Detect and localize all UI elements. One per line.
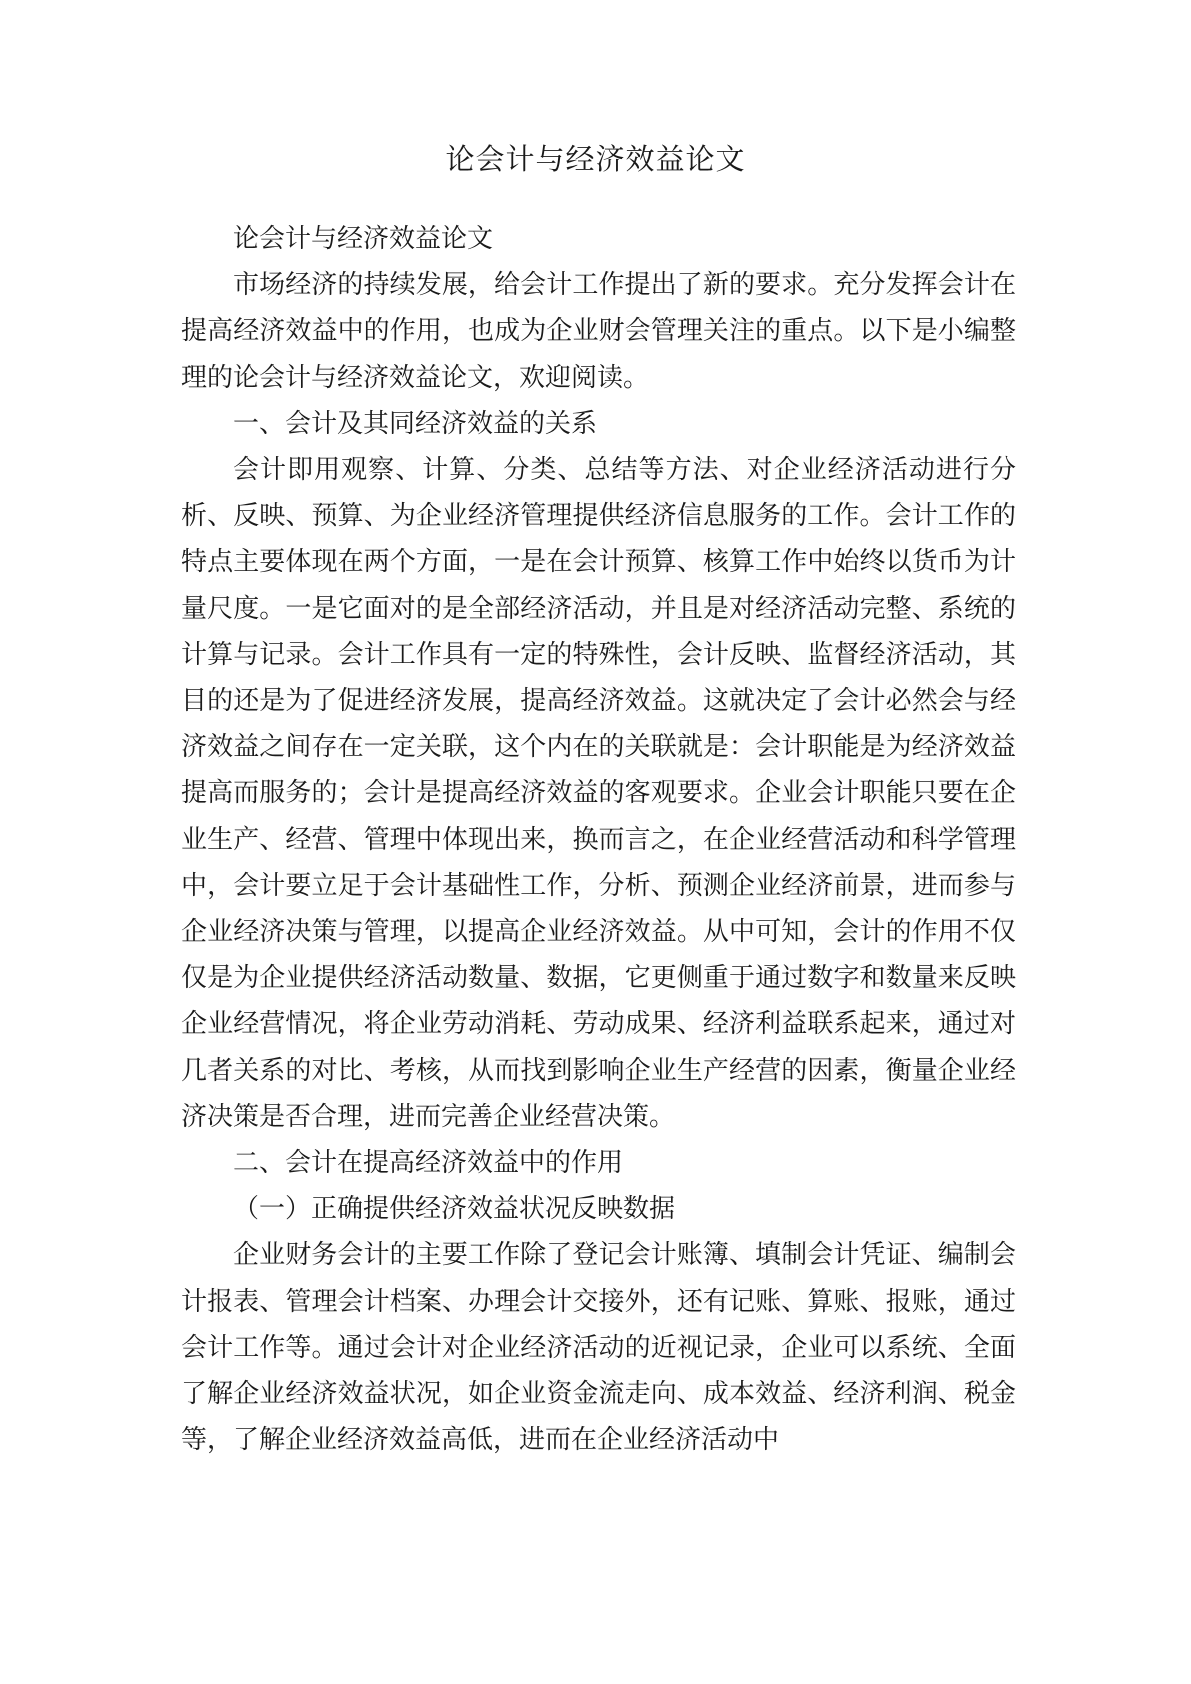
subsection-heading-1: （一）正确提供经济效益状况反映数据 <box>233 1194 676 1225</box>
section-heading-1: 一、会计及其同经济效益的关系 <box>233 408 598 439</box>
paragraph-subsection-1: 企业财务会计的主要工作除了登记会计账簿、填制会计凭证、编制会计报表、管理会计档案、办理会计交接外，还有记账、算账、报账，通过会计工作等。通过会计对企业经济活动的近视记录，企业可以系统、全面了解企业经济效益状况，如企业资金流走向、成本效益、经济利润、税金等，了解企业经济效益高低，进而在企业经济活动中 <box>181 1240 1016 1456</box>
document-title: 论会计与经济效益论文 <box>445 142 746 176</box>
paragraph-subtitle: 论会计与经济效益论文 <box>233 224 494 254</box>
document-body <box>181 216 1016 1463</box>
section-heading-2: 二、会计在提高经济效益中的作用 <box>233 1148 624 1179</box>
paragraph-intro: 市场经济的持续发展，给会计工作提出了新的要求。充分发挥会计在提高经济效益中的作用，也成为企业财会管理关注的重点。以下是小编整理的论会计与经济效益论文，欢迎阅读。 <box>181 270 1016 393</box>
paragraph-section-1: 会计即用观察、计算、分类、总结等方法、对企业经济活动进行分析、反映、预算、为企业经济管理提供经济信息服务的工作。会计工作的特点主要体现在两个方面，一是在会计预算、核算工作中始终以货币为计量尺度。一是它面对的是全部经济活动，并且是对经济活动完整、系统的计算与记录。会计工作具有一定的特殊性，会计反映、监督经济活动，其目的还是为了促进经济发展，提高经济效益。这就决定了会计必然会与经济效益之间存在一定关联，这个内在的关联就是：会计职能是为经济效益提高而服务的；会计是提高经济效益的客观要求。企业会计职能只要在企业生产、经营、管理中体现出来，换而言之，在企业经营活动和科学管理中，会计要立足于会计基础性工作，分析、预测企业经济前景，进而参与企业经济决策与管理，以提高企业经济效益。从中可知，会计的作用不仅仅是为企业提供经济活动数量、数据，它更侧重于通过数字和数量来反映企业经营情况，将企业劳动消耗、劳动成果、经济利益联系起来，通过对几者关系的对比、考核，从而找到影响企业生产经营的因素，衡量企业经济决策是否合理，进而完善企业经营决策。 <box>181 455 1016 1132</box>
